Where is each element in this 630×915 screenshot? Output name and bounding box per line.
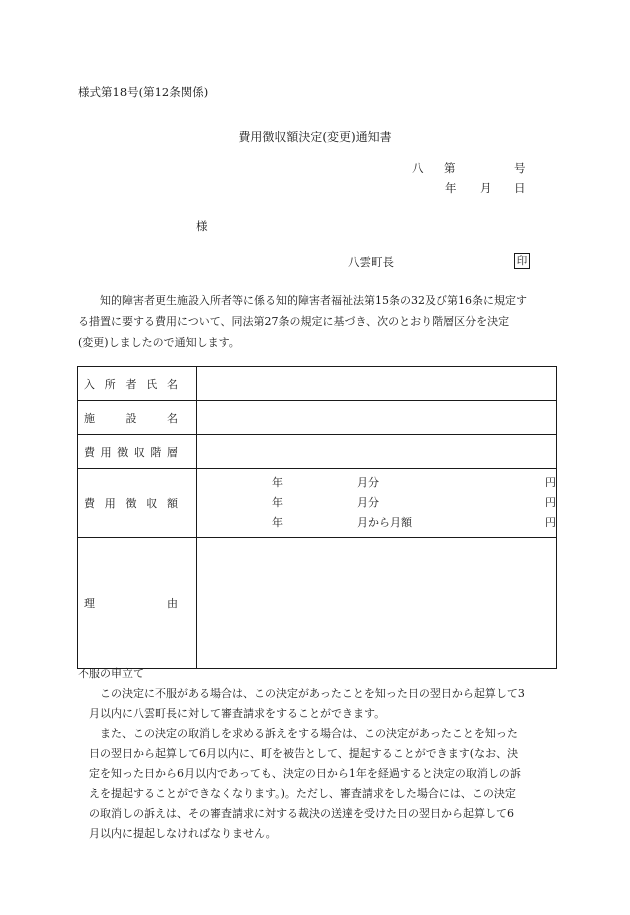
appeal-heading: 不服の申立て [78,667,144,680]
table-row-reason [78,538,557,669]
value-fee-amount [197,469,557,538]
document-number-prefix: 八 [412,161,424,175]
notice-body-line: (変更)しましたので通知します。 [78,336,240,349]
appeal-line: 定を知った日から6月以内であっても、決定の日から1年を経過すると決定の取消しの訴 [89,767,521,780]
document-number-go: 号 [514,161,526,175]
value-resident-name [197,367,557,401]
addressee-suffix: 様 [196,219,208,233]
appeal-line: 月以内に提起しなければなりません。 [89,827,277,840]
value-fee-tier [197,435,557,469]
table-row-fee-tier [78,435,557,469]
table-row-resident-name [78,367,557,401]
form-number: 様式第18号(第12条関係) [78,85,209,99]
label-reason: 理 由 [78,538,197,669]
table-row-fee-amount [78,469,557,538]
seal-mark: 印 [514,253,530,269]
appeal-line: また、この決定の取消しを求める訴えをする場合は、この決定があったことを知った [100,727,518,740]
appeal-line: この決定に不服がある場合は、この決定があったことを知った日の翌日から起算して3 [100,687,525,700]
issuer-name: 八雲町長 [348,255,394,269]
value-facility-name [197,401,557,435]
document-title: 費用徴収額決定(変更)通知書 [238,130,392,144]
notice-body-line: 知的障害者更生施設入所者等に係る知的障害者福祉法第15条の32及び第16条に規定す [100,294,527,307]
notice-table [77,366,557,669]
notice-body [78,290,554,353]
notice-body-line: る措置に要する費用について、同法第27条の規定に基づき、次のとおり階層区分を決定 [78,315,510,328]
appeal-line: えを提起することができなくなります。)。ただし、審査請求をした場合には、この決定 [89,787,516,800]
appeal-line: 月以内に八雲町長に対して審査請求をすることができます。 [89,707,386,720]
fee-line: 年 月分 円 [272,476,556,489]
fee-line: 年 月分 円 [272,496,556,509]
label-fee-tier: 費 用 徴 収 階 層 [78,435,197,469]
label-resident-name: 入 所 者 氏 名 [78,367,197,401]
label-facility-name: 施 設 名 [78,401,197,435]
date-year: 年 [445,181,457,195]
document-number-dai: 第 [444,161,456,175]
date-day: 日 [514,181,526,195]
label-fee-amount: 費 用 徴 収 額 [78,469,197,538]
value-reason [197,538,557,669]
fee-line: 年 月から月額 円 [272,516,556,529]
appeal-section [78,664,554,844]
appeal-line: 日の翌日から起算して6月以内に、町を被告として、提起することができます(なお、決 [89,747,519,760]
appeal-line: の取消しの訴えは、その審査請求に対する裁決の送達を受けた日の翌日から起算して6 [89,807,514,820]
date-month: 月 [480,181,492,195]
table-row-facility-name [78,401,557,435]
